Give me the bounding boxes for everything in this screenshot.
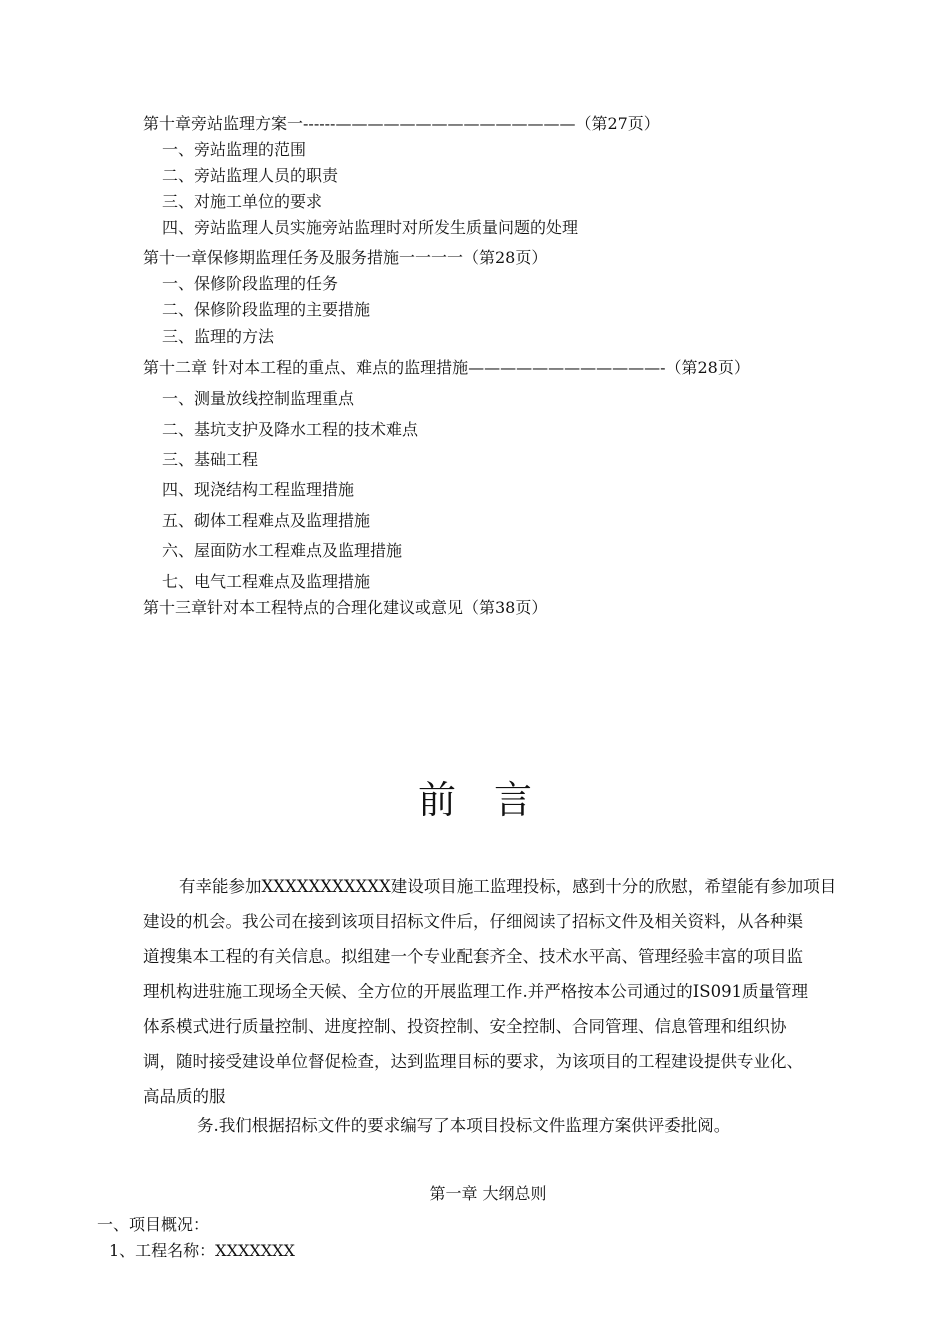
toc-item: 六、屋面防水工程难点及监理措施	[162, 541, 403, 560]
toc-item: 一、保修阶段监理的任务	[162, 274, 339, 293]
preface-line: 理机构进驻施工现场全天候、全方位的开展监理工作.并严格按本公司通过的IS091质量管理	[143, 982, 809, 1001]
toc-item: 三、对施工单位的要求	[162, 192, 323, 211]
project-name-line: 1、工程名称：XXXXXXX	[109, 1241, 295, 1260]
toc-item: 四、现浇结构工程监理措施	[162, 480, 355, 499]
preface-line: 有幸能参加XXXXXXXXXXX建设项目施工监理投标，感到十分的欣慰，希望能有参加项目	[179, 877, 837, 896]
toc-item: 一、旁站监理的范围	[162, 140, 307, 159]
preface-line: 道搜集本工程的有关信息。拟组建一个专业配套齐全、技术水平高、管理经验丰富的项目监	[143, 947, 803, 966]
toc-chapter-11: 第十一章保修期监理任务及服务措施一一一一（第28页）	[143, 248, 548, 267]
toc-item: 四、旁站监理人员实施旁站监理时对所发生质量问题的处理	[162, 218, 579, 237]
toc-item: 五、砌体工程难点及监理措施	[162, 511, 371, 530]
toc-item: 三、基础工程	[162, 450, 259, 469]
chapter-1-heading: 第一章 大纲总则	[429, 1184, 547, 1203]
preface-line: 体系模式进行质量控制、进度控制、投资控制、安全控制、合同管理、信息管理和组织协	[143, 1017, 787, 1036]
toc-chapter-12: 第十二章 针对本工程的重点、难点的监理措施————————————-（第28页）	[143, 358, 750, 377]
toc-item: 二、保修阶段监理的主要措施	[162, 300, 371, 319]
toc-item: 三、监理的方法	[162, 327, 275, 346]
toc-item: 一、测量放线控制监理重点	[162, 389, 355, 408]
preface-line: 建设的机会。我公司在接到该项目招标文件后，仔细阅读了招标文件及相关资料，从各种渠	[143, 912, 803, 931]
preface-last-line: 务.我们根据招标文件的要求编写了本项目投标文件监理方案供评委批阅。	[197, 1116, 731, 1135]
toc-item: 七、电气工程难点及监理措施	[162, 572, 371, 591]
preface-title: 前言	[417, 778, 570, 822]
preface-line: 高品质的服	[143, 1087, 226, 1106]
preface-paragraph	[143, 869, 879, 1114]
preface-line: 调，随时接受建设单位督促检查，达到监理目标的要求，为该项目的工程建设提供专业化、	[143, 1052, 803, 1071]
section-project-overview: 一、项目概况：	[97, 1215, 210, 1234]
toc-item: 二、基坑支护及降水工程的技术难点	[162, 420, 419, 439]
toc-item: 二、旁站监理人员的职责	[162, 166, 339, 185]
toc-chapter-13: 第十三章针对本工程特点的合理化建议或意见（第38页）	[143, 598, 548, 617]
toc-chapter-10: 第十章旁站监理方案一------———————————————（第27页）	[143, 114, 660, 133]
